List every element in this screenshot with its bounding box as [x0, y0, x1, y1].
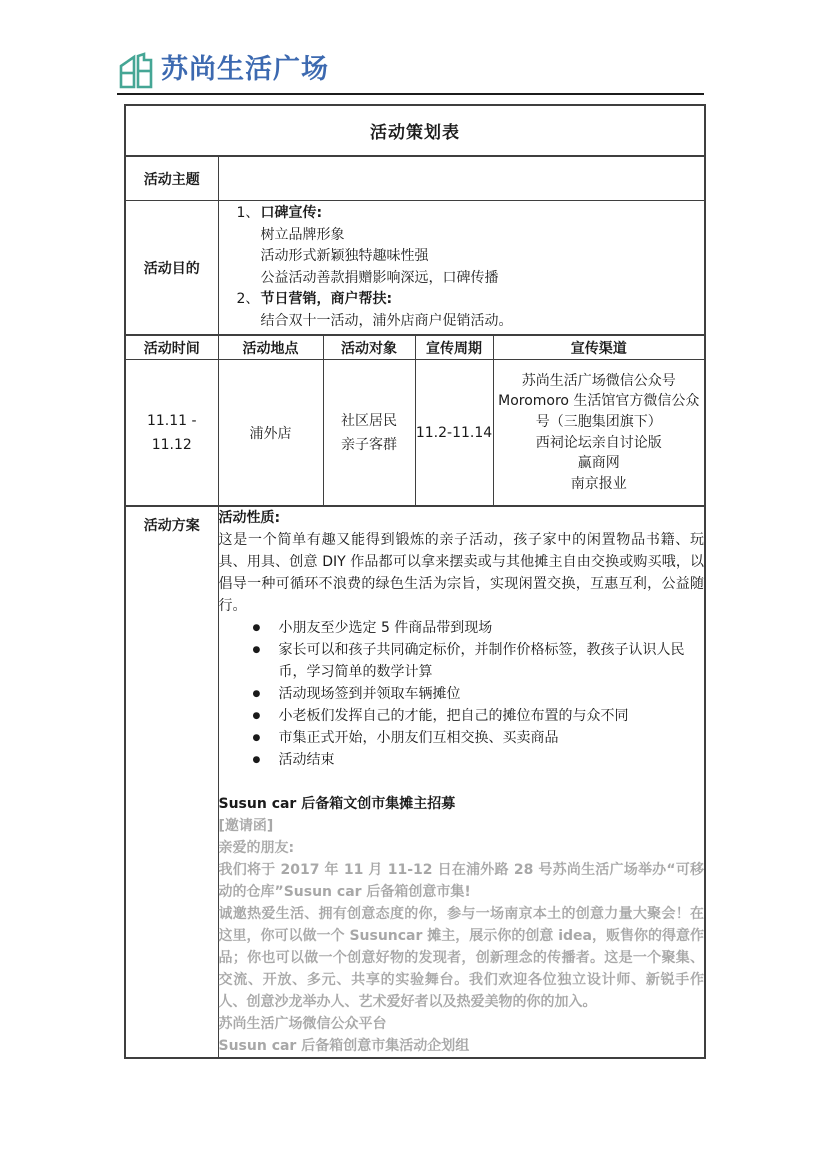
- bullet-icon: ●: [252, 755, 261, 765]
- bullet-icon: ●: [252, 645, 261, 655]
- invitation-line: 我们将于 2017 年 11 月 11-12 日在浦外路 28 号苏尚生活广场举办“可移动的仓库”Susun car 后备箱创意市集!: [218, 862, 705, 900]
- logo-text: 苏尚生活广场: [161, 54, 329, 85]
- column-header: 宣传周期: [415, 335, 493, 360]
- purpose-line-number: 1、: [236, 205, 260, 221]
- bullet-text: 小朋友至少选定 5 件商品带到现场: [278, 620, 493, 636]
- purpose-line: [229, 311, 695, 333]
- channel-item: 西祠论坛亲自讨论版: [535, 434, 662, 451]
- schedule-data-row: [125, 360, 705, 507]
- column-header: 活动对象: [323, 335, 415, 360]
- plan-bullet: [219, 683, 705, 705]
- theme-label: 活动主题: [125, 156, 218, 201]
- bullet-icon: ●: [252, 711, 261, 721]
- audience-line-2: 亲子客群: [341, 436, 397, 453]
- column-header: 活动时间: [125, 335, 218, 360]
- channel-item: 南京报业: [570, 475, 627, 492]
- purpose-line: [229, 289, 695, 311]
- bullet-text: 家长可以和孩子共同确定标价，并制作价格标签，教孩子认识人民币，学习简单的数学计算: [278, 642, 685, 680]
- plan-bullet: [219, 639, 705, 683]
- bullet-text: 小老板们发挥自己的才能，把自己的摊位布置的与众不同: [278, 708, 629, 724]
- time-cell: [125, 360, 218, 507]
- invitation-line: [邀请函]: [218, 818, 274, 834]
- column-header: 宣传渠道: [493, 335, 705, 360]
- channel-item: 苏尚生活广场微信公众号: [521, 372, 676, 389]
- purpose-line-heading: 节日营销，商户帮扶:: [260, 291, 393, 307]
- purpose-line-text: 树立品牌形象: [260, 226, 345, 243]
- purpose-line-heading: 口碑宣传:: [260, 205, 323, 221]
- channel-item: 赢商网: [577, 455, 620, 472]
- column-header: 活动地点: [218, 335, 323, 360]
- nature-heading: 活动性质:: [218, 510, 281, 526]
- table-title: 活动策划表: [125, 105, 705, 156]
- plan-bullet: [219, 749, 705, 771]
- bullet-text: 活动结束: [278, 752, 335, 768]
- logo-icon: [118, 50, 154, 90]
- plan-bullet-list: [219, 617, 705, 771]
- plan-bullet: [219, 705, 705, 727]
- bullet-icon: ●: [252, 733, 261, 743]
- invitation-line: 诚邀热爱生活、拥有创意态度的你，参与一场南京本土的创意力量大聚会！在这里，你可以做一个 Susuncar 摊主，展示你的创意 idea，贩售你的得意作品；你也可以做一个创意好物的发现者，创新理念的传播者。这是一个聚集、交流、开放、多元、共享的实验舞台。我们欢迎各位独立设计师、新锐手作人、创意沙龙举办人、艺术爱好者以及热爱美物的你的加入。: [218, 906, 705, 1010]
- channel-item: Moromoro 生活馆官方微信公众号（三胞集团旗下）: [498, 393, 700, 430]
- purpose-line-text: 公益活动善款捐赠影响深远，口碑传播: [260, 269, 499, 286]
- purpose-line-text: 活动形式新颖独特趣味性强: [260, 248, 429, 264]
- purpose-content: [218, 201, 705, 336]
- time-line-2: 11.12: [151, 436, 192, 453]
- invitation-line: Susun car 后备箱创意市集活动企划组: [218, 1038, 470, 1054]
- schedule-header-row: [125, 335, 705, 360]
- bullet-icon: ●: [252, 623, 261, 633]
- bullet-text: 市集正式开始，小朋友们互相交换、买卖商品: [278, 730, 559, 746]
- purpose-line-number: 2、: [236, 291, 260, 307]
- purpose-line: [229, 225, 695, 247]
- channels-cell: [493, 360, 705, 507]
- invitation-line: 苏尚生活广场微信公众平台: [218, 1016, 387, 1032]
- purpose-line: [229, 203, 695, 225]
- invitation-block: [219, 815, 705, 1057]
- purpose-line: [229, 246, 695, 268]
- audience-cell: [323, 360, 415, 507]
- planning-table: [124, 104, 706, 1059]
- theme-value: [218, 156, 705, 201]
- audience-line-1: 社区居民: [341, 412, 397, 429]
- purpose-line-text: 结合双十一活动，浦外店商户促销活动。: [260, 312, 513, 329]
- period-cell: 11.2-11.14: [415, 360, 493, 507]
- purpose-line: [229, 268, 695, 290]
- nature-paragraph: 这是一个简单有趣又能得到锻炼的亲子活动，孩子家中的闲置物品书籍、玩具、用具、创意 DIY 作品都可以拿来摆卖或与其他摊主自由交换或购买哦，以倡导一种可循环不浪费的绿色生活为宗旨，实现闲置交换，互惠互利，公益随行。: [218, 532, 705, 614]
- purpose-label: 活动目的: [125, 201, 218, 336]
- plan-bullet: [219, 727, 705, 749]
- bullet-icon: ●: [252, 689, 261, 699]
- invitation-line: 亲爱的朋友:: [218, 840, 295, 856]
- header-rule: [117, 93, 704, 95]
- bullet-text: 活动现场签到并领取车辆摊位: [278, 686, 461, 702]
- plan-content: [218, 506, 705, 1058]
- location-cell: 浦外店: [218, 360, 323, 507]
- plan-bullet: [219, 617, 705, 639]
- recruit-heading: Susun car 后备箱文创市集摊主招募: [218, 796, 456, 812]
- plan-label: 活动方案: [125, 506, 218, 1058]
- time-line-1: 11.11 -: [146, 412, 197, 429]
- brand-logo: [118, 50, 329, 90]
